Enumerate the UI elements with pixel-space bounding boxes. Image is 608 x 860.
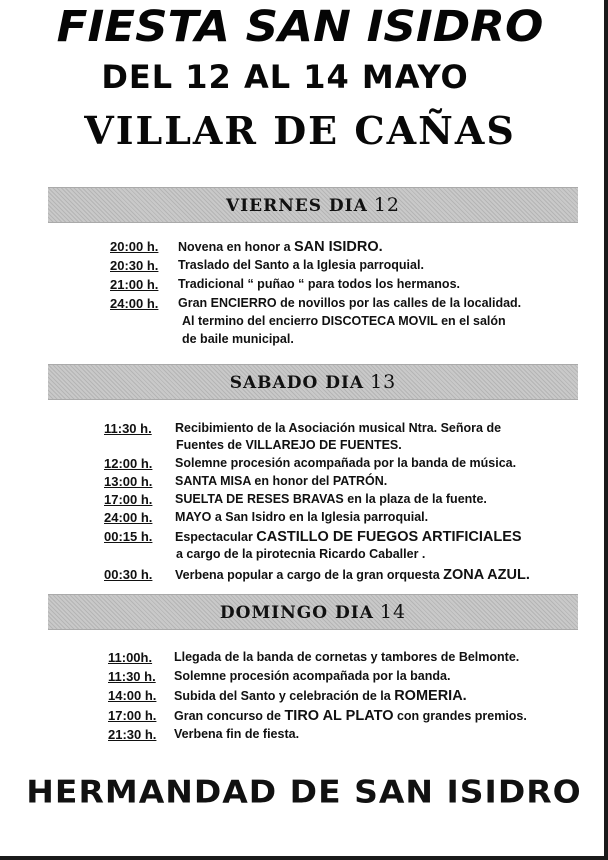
- event-text: a cargo de la pirotecnia Ricardo Caballer .: [176, 547, 426, 561]
- event-description: [175, 456, 516, 470]
- day-header-label: [48, 601, 578, 623]
- event-highlight: ZONA AZUL.: [443, 567, 530, 583]
- event-description: [175, 529, 522, 545]
- schedule-row: [0, 492, 600, 510]
- schedule-row: [0, 567, 600, 585]
- event-text: Traslado del Santo a la Iglesia parroquial.: [178, 258, 424, 272]
- event-description: [176, 438, 402, 452]
- event-time: 24:00 h.: [110, 296, 159, 311]
- event-text: Solemne procesión acompañada por la banda.: [174, 669, 451, 683]
- schedule-row: [0, 688, 600, 706]
- event-text: Solemne procesión acompañada por la banda de música.: [175, 456, 517, 470]
- event-text: SUELTA DE RESES BRAVAS en la plaza de la fuente.: [175, 492, 487, 506]
- day-header-label: [48, 371, 578, 393]
- schedule-row: [0, 438, 600, 456]
- day-number: 12: [373, 194, 400, 216]
- event-time: 00:15 h.: [104, 529, 153, 544]
- event-text: Tradicional “ puñao “ para todos los hermanos.: [178, 277, 460, 291]
- event-text: de baile municipal.: [182, 332, 294, 346]
- event-time: 11:00h.: [108, 650, 153, 665]
- schedule-row: [0, 296, 600, 314]
- day-header-band: [48, 364, 578, 400]
- schedule-row: [0, 547, 600, 565]
- event-text: Espectacular: [175, 530, 257, 544]
- schedule-row: [0, 727, 600, 745]
- poster-footer: HERMANDAD DE SAN ISIDRO: [26, 772, 582, 811]
- event-text: Subida del Santo y celebración de la: [174, 689, 395, 703]
- event-description: [178, 277, 460, 291]
- schedule-row: [0, 277, 600, 295]
- event-description: [175, 421, 501, 435]
- poster-town: VILLAR DE CAÑAS: [84, 108, 516, 153]
- event-text: con grandes premios.: [393, 709, 527, 723]
- schedule-row: [0, 650, 600, 668]
- event-description: [182, 332, 294, 346]
- day-number: 13: [370, 371, 397, 393]
- event-text: Llegada de la banda de cornetas y tambores de Belmonte.: [174, 650, 520, 664]
- event-highlight: SAN ISIDRO.: [294, 239, 383, 255]
- event-time: 00:30 h.: [104, 567, 153, 582]
- day-header-band: [48, 187, 578, 223]
- day-header-label: [48, 194, 578, 216]
- event-text: Fuentes de VILLAREJO DE FUENTES.: [176, 438, 402, 452]
- event-description: [178, 258, 424, 272]
- event-description: [178, 239, 383, 255]
- event-time: 20:00 h.: [110, 239, 159, 254]
- day-name: VIERNES DIA: [226, 196, 368, 216]
- day-header-band: [48, 594, 578, 630]
- event-time: 21:30 h.: [108, 727, 157, 742]
- event-text: Novena en honor a: [178, 240, 294, 254]
- schedule-row: [0, 474, 600, 492]
- schedule-row: [0, 314, 600, 332]
- event-text: Gran concurso de: [174, 709, 285, 723]
- event-time: 24:00 h.: [104, 510, 153, 525]
- day-name: DOMINGO DIA: [219, 603, 374, 623]
- event-description: [174, 669, 450, 683]
- event-text: Verbena fin de fiesta.: [174, 727, 300, 741]
- event-highlight: TIRO AL PLATO: [284, 708, 394, 724]
- day-name: SABADO DIA: [229, 373, 365, 393]
- event-text: MAYO a San Isidro en la Iglesia parroquial.: [175, 510, 429, 524]
- event-description: [174, 708, 527, 724]
- event-text: Gran ENCIERRO de novillos por las calles de la localidad.: [178, 296, 522, 310]
- event-text: Verbena popular a cargo de la gran orquesta: [175, 568, 444, 582]
- event-description: [175, 492, 487, 506]
- schedule-row: [0, 421, 600, 439]
- event-text: SANTA MISA en honor del PATRÓN.: [175, 474, 388, 488]
- schedule-row: [0, 529, 600, 547]
- event-time: 17:00 h.: [108, 708, 157, 723]
- schedule-row: [0, 332, 600, 350]
- schedule-row: [0, 456, 600, 474]
- poster-title: FIESTA SAN ISIDRO: [56, 2, 544, 52]
- event-time: 21:00 h.: [110, 277, 159, 292]
- event-time: 20:30 h.: [110, 258, 159, 273]
- schedule-row: [0, 708, 600, 726]
- event-description: [175, 474, 387, 488]
- event-description: [174, 650, 519, 664]
- event-description: [175, 567, 530, 583]
- event-time: 11:30 h.: [104, 421, 152, 436]
- event-text: Recibimiento de la Asociación musical Ntra. Señora de: [175, 421, 502, 435]
- event-text: Al termino del encierro DISCOTECA MOVIL en el salón: [182, 314, 506, 328]
- event-time: 17:00 h.: [104, 492, 153, 507]
- event-highlight: ROMERIA.: [394, 688, 467, 704]
- event-description: [174, 688, 467, 704]
- schedule-row: [0, 258, 600, 276]
- event-description: [182, 314, 506, 328]
- event-highlight: CASTILLO DE FUEGOS ARTIFICIALES: [256, 529, 522, 545]
- day-number: 14: [379, 601, 407, 623]
- event-time: 11:30 h.: [108, 669, 156, 684]
- poster-dates: DEL 12 AL 14 MAYO: [101, 58, 469, 96]
- schedule-row: [0, 239, 600, 257]
- event-description: [174, 727, 299, 741]
- event-description: [176, 547, 425, 561]
- schedule-row: [0, 669, 600, 687]
- event-time: 13:00 h.: [104, 474, 153, 489]
- event-description: [178, 296, 521, 310]
- event-time: 14:00 h.: [108, 688, 157, 703]
- event-time: 12:00 h.: [104, 456, 153, 471]
- schedule-row: [0, 510, 600, 528]
- event-description: [175, 510, 428, 524]
